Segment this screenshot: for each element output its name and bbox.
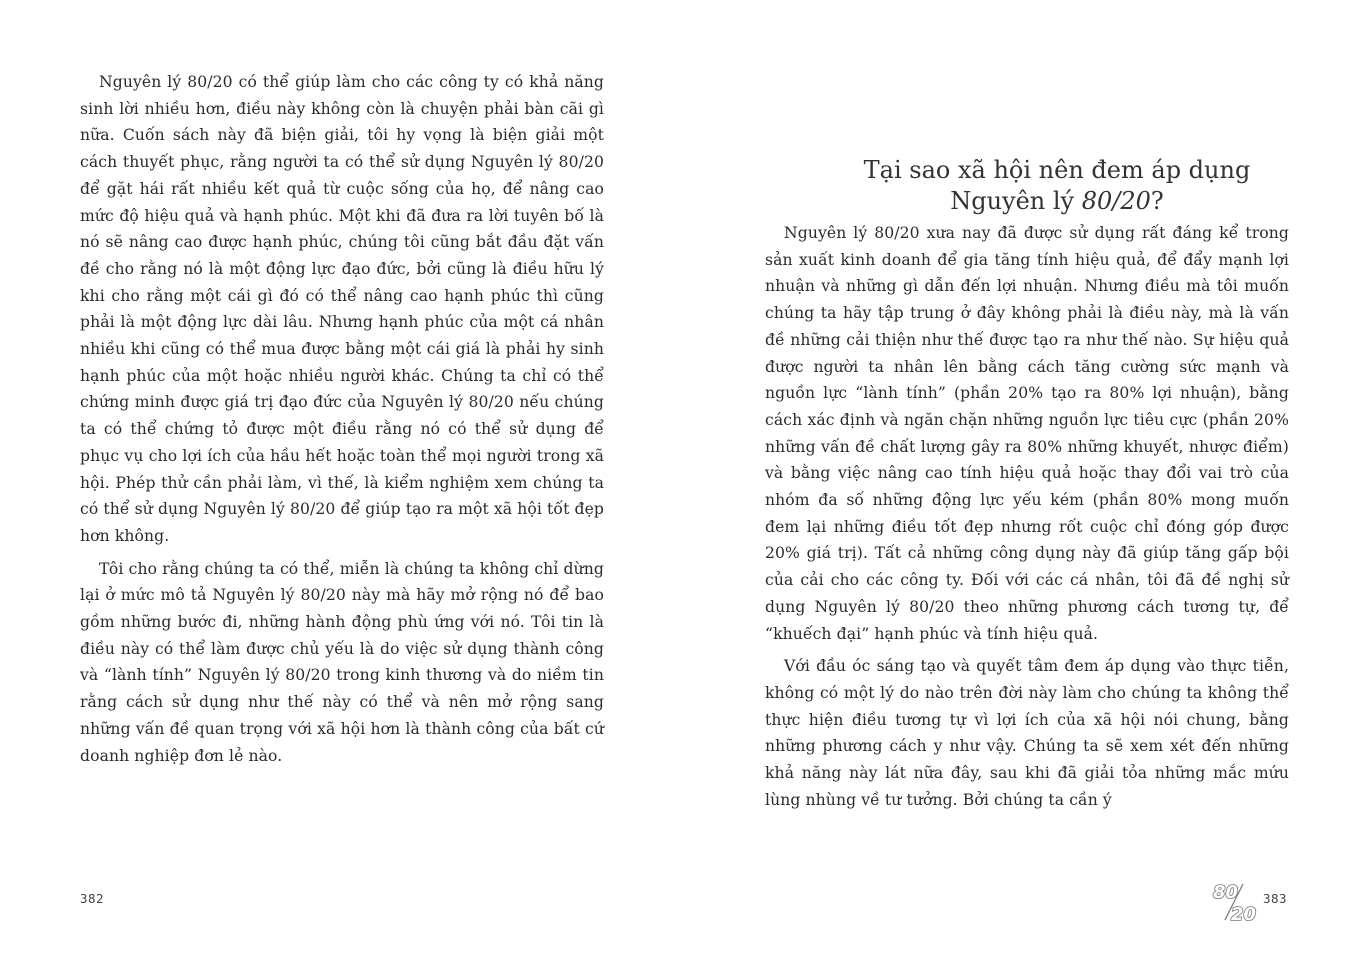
page-number-left: 382 xyxy=(80,891,105,906)
right-paragraph-2: Với đầu óc sáng tạo và quyết tâm đem áp dụng vào thực tiễn, không có một lý do nào trên đời này làm cho chúng ta không thể thực hiện điều tương tự vì lợi ích của xã hội nói chung, bằng những phương cách y như vậy. Chúng ta sẽ xem xét đến những khả năng này lát nữa đây, sau khi đã giải tỏa những mắc mứu lùng nhùng về tư tưởng. Bởi chúng ta cần ý xyxy=(765,657,1289,809)
right-body-text xyxy=(765,220,1289,819)
chapter-title-line-2 xyxy=(765,186,1349,217)
book-logo-80-20-icon xyxy=(1211,878,1261,924)
title-suffix: ? xyxy=(1150,187,1164,216)
left-paragraph-1: Nguyên lý 80/20 có thể giúp làm cho các công ty có khả năng sinh lời nhiều hơn, điều này không còn là chuyện phải bàn cãi gì nữa. Cuốn sách này đã biện giải, tôi hy vọng là biện giải một cách thuyết phục, rằng người ta có thể sử dụng Nguyên lý 80/20 để gặt hái rất nhiều kết quả từ cuộc sống của họ, để nâng cao mức độ hiệu quả và hạnh phúc. Một khi đã đưa ra lời tuyên bố là nó sẽ nâng cao được hạnh phúc, chúng tôi cũng bắt đầu đặt vấn đề cho rằng nó là một động lực đạo đức, bởi cũng là điều hữu lý khi cho rằng một cái gì đó có thể nâng cao hạnh phúc thì cũng phải là một động lực dài lâu. Nhưng hạnh phúc của một cá nhân nhiều khi cũng có thể mua được bằng một cái giá là phải hy sinh hạnh phúc của một hoặc nhiều người khác. Chúng ta chỉ có thể chứng minh được giá trị đạo đức của Nguyên lý 80/20 nếu chúng ta có thể chứng tỏ được một điều rằng nó có thể sử dụng để phục vụ cho lợi ích của hầu hết hoặc toàn thể mọi người trong xã hội. Phép thử cần phải làm, vì thế, là kiểm nghiệm xem chúng ta có thể sử dụng Nguyên lý 80/20 để giúp tạo ra một xã hội tốt đẹp hơn không. xyxy=(80,73,604,545)
chapter-title-line-1: Tại sao xã hội nên đem áp dụng xyxy=(863,156,1251,185)
chapter-title xyxy=(765,155,1349,217)
page-number-right: 383 xyxy=(1263,891,1288,906)
right-page xyxy=(685,0,1370,969)
right-paragraph-1: Nguyên lý 80/20 xưa nay đã được sử dụng rất đáng kể trong sản xuất kinh doanh để gia tăng tính hiệu quả, để đẩy mạnh lợi nhuận và những gì dẫn đến lợi nhuận. Nhưng điều mà tôi muốn chúng ta hãy tập trung ở đây không phải là điều này, mà là vấn đề những cải thiện như thế được tạo ra như thế nào. Sự hiệu quả được người ta nhân lên bằng cách tăng cường sức mạnh và nguồn lực “lành tính” (phần 20% tạo ra 80% lợi nhuận), bằng cách xác định và ngăn chặn những nguồn lực tiêu cực (phần 20% những vấn đề chất lượng gây ra 80% những khuyết, nhược điểm) và bằng việc nâng cao tính hiệu quả hoặc thay đổi vai trò của nhóm đa số những động lực yếu kém (phần 80% mong muốn đem lại những điều tốt đẹp nhưng rốt cuộc chỉ đóng góp được 20% giá trị). Tất cả những công dụng này đã giúp tăng gấp bội của cải cho các công ty. Đối với các cá nhân, tôi đã đề nghị sử dụng Nguyên lý 80/20 theo những phương cách tương tự, để “khuếch đại” hạnh phúc và tính hiệu quả. xyxy=(765,224,1289,643)
logo-top-number: 80 xyxy=(1213,882,1239,903)
title-ratio: 80/20 xyxy=(1081,187,1151,216)
title-prefix: Nguyên lý xyxy=(950,187,1082,216)
left-body-text xyxy=(80,69,604,775)
logo-bottom-number: 20 xyxy=(1231,904,1257,924)
left-paragraph-2: Tôi cho rằng chúng ta có thể, miễn là chúng ta không chỉ dừng lại ở mức mô tả Nguyên lý 80/20 này mà hãy mở rộng nó để bao gồm những bước đi, những hành động phù ứng với nó. Tôi tin là điều này có thể làm được chủ yếu là do việc sử dụng thành công và “lành tính” Nguyên lý 80/20 trong kinh thương và do niềm tin rằng cách sử dụng như thế này có thể và nên mở rộng sang những vấn đề quan trọng với xã hội hơn là thành công của bất cứ doanh nghiệp đơn lẻ nào. xyxy=(80,559,604,765)
